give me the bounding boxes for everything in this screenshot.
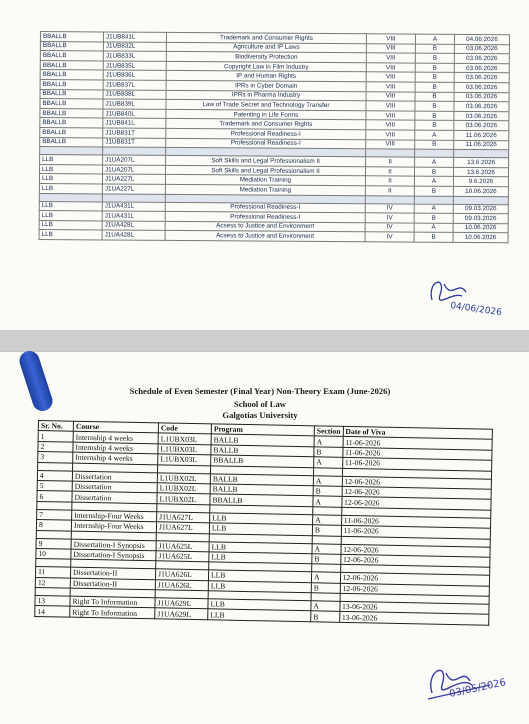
table-cell: 12-06-2026 [340, 554, 490, 567]
table-cell: B [415, 140, 454, 150]
table-cell: Acsess to Justice and Environment [165, 221, 365, 232]
table-cell: 6 [37, 491, 72, 502]
table-cell: J1UA627L [156, 522, 209, 533]
table-cell: Right To Information [70, 596, 155, 608]
table-cell: 10 [36, 548, 71, 559]
table-cell: J1UA227L [102, 174, 165, 184]
table-cell: 13.6.2026 [454, 158, 509, 168]
table-cell: J1UA207L [103, 155, 166, 165]
table-cell: BBALLB [40, 127, 103, 137]
table-cell: J1UA207L [103, 165, 166, 175]
table-cell: B [415, 92, 454, 102]
table-cell: 03.06.2026 [454, 63, 509, 73]
table-cell: II [366, 157, 415, 167]
table-cell: J1UB831T [103, 137, 166, 147]
table-cell: BBALLB [40, 32, 103, 42]
table-cell: Law of Trade Secret and Technology Transfer [166, 100, 366, 111]
table-cell: 09.03.2026 [453, 204, 508, 214]
table-cell: Code [158, 423, 211, 434]
table-cell: Internship 4 weeks [73, 442, 158, 454]
table-cell: B [415, 44, 454, 54]
table-cell: LLB [40, 155, 103, 165]
university-name: Galgotias University [222, 410, 298, 420]
table-cell: 11-06-2026 [341, 525, 491, 538]
table-cell: A [415, 34, 454, 44]
table-cell: VIII [366, 72, 415, 82]
table-cell: Mediation Training [165, 184, 365, 195]
table-cell: A [414, 176, 453, 186]
table-cell: B [415, 63, 454, 73]
table-cell: 12-06-2026 [341, 544, 491, 557]
table-cell: LLB [39, 220, 102, 230]
table-cell: 03.06.2026 [454, 73, 509, 83]
table-cell: Copyright Law in Film Industry [166, 61, 366, 72]
table-cell: B [415, 120, 454, 130]
table-cell: J1UA626L [155, 569, 208, 580]
table-cell: L1UBX02L [157, 483, 210, 494]
table-cell: Trademark and Consumer Rights [166, 32, 366, 43]
table-cell: A [311, 601, 340, 612]
table-cell: VIII [366, 101, 415, 111]
viva-table-1 [39, 31, 510, 243]
table-cell: LLB [39, 230, 102, 240]
table-cell: IV [365, 213, 414, 223]
table-cell: BALLB [210, 473, 313, 485]
table-cell: BBALLB [40, 60, 103, 70]
table-cell: 10.06.2026 [453, 223, 508, 233]
table-cell: Agriculture and IP Laws [166, 42, 366, 53]
table-cell: 09.03.2026 [453, 213, 508, 223]
table-cell: J1UB840L [103, 109, 166, 119]
table-cell: L1UBX03L [158, 444, 211, 455]
table-cell: A [415, 130, 454, 140]
table-cell: IPRs in Pharma Industry [166, 90, 366, 101]
table-cell: 13.6.2026 [453, 167, 508, 177]
table-cell: 03.06.2026 [454, 92, 509, 102]
table-cell: J1UB831T [103, 128, 166, 138]
table-cell: B [415, 111, 454, 121]
table-cell: 12-06-2026 [340, 583, 490, 596]
table-cell: B [313, 486, 342, 497]
table-cell: B [414, 232, 453, 242]
table-cell: 13-06-2026 [339, 612, 489, 625]
table-cell: LLB [39, 201, 102, 211]
table-cell: 12-06-2026 [340, 573, 490, 586]
school-name: School of Law [233, 399, 287, 409]
table-cell: Trademark and Consumer Rights [166, 119, 366, 130]
table-cell: IPRs in Cyber Domain [166, 80, 366, 91]
table-cell: IV [365, 203, 414, 213]
table-cell: LLB [39, 183, 102, 193]
table-cell: J1UB838L [103, 90, 166, 100]
table-cell: 13 [35, 596, 70, 607]
table-cell: BALLB [211, 434, 314, 446]
table-cell: VIII [366, 43, 415, 53]
table-cell: B [414, 213, 453, 223]
table-cell: Dissertation [72, 492, 157, 504]
table-cell: Biodiversity Protection [166, 52, 366, 63]
table-cell: 03.06.2026 [454, 102, 509, 112]
table-cell: LLB [209, 552, 312, 564]
table-cell: 03.06.2026 [454, 44, 509, 54]
table-cell: IV [365, 232, 414, 242]
table-cell: 11-06-2026 [343, 437, 493, 450]
table-cell: Mediation Training [165, 175, 365, 186]
table-cell: VIII [366, 130, 415, 140]
table-cell: B [311, 611, 340, 622]
table-cell: 10.06.2026 [453, 186, 508, 196]
table-cell: J1UA626L [155, 579, 208, 590]
table-cell: J1UB839L [103, 99, 166, 109]
table-cell: Soft Skills and Legal Professionalism II [165, 165, 365, 176]
table-cell: J1UA431L [102, 211, 165, 221]
table-cell: 04.06.2026 [454, 34, 509, 44]
table-cell: B [415, 72, 454, 82]
table-cell: J1UA428L [102, 230, 165, 240]
table-cell: 4 [37, 470, 72, 481]
table-cell: Dissertation [72, 481, 157, 493]
table-cell: VIII [366, 53, 415, 63]
table-cell: Sr. No. [38, 421, 73, 432]
table-cell: Patenting in Life Forms [166, 109, 366, 120]
table-cell: LLB [208, 580, 311, 592]
table-cell: A [314, 457, 343, 468]
signature-1 [422, 270, 502, 320]
signature-1-date: 04/06/2026 [449, 301, 502, 319]
table-cell: A [313, 475, 342, 486]
schedule-title: Schedule of Even Semester (Final Year) Non-Theory Exam (June-2026) [129, 386, 391, 396]
table-cell: Soft Skills and Legal Professionalism II [166, 156, 366, 167]
table-cell: J1UA428L [102, 221, 165, 231]
table-cell: B [415, 101, 454, 111]
table-cell: J1UB833L [103, 51, 166, 61]
table-cell: LLB [40, 164, 103, 174]
table-cell: 8 [36, 520, 71, 531]
table-cell: 12-06-2026 [342, 476, 492, 489]
table-cell: Section [314, 426, 343, 437]
table-cell: B [414, 167, 453, 177]
table-cell: 9.6.2026 [453, 177, 508, 187]
table-cell: L1UBX02L [157, 472, 210, 483]
table-cell: J1UB841L [103, 118, 166, 128]
table-cell: BBALLB [40, 51, 103, 61]
table-cell: J1UA431L [102, 201, 165, 211]
signature-2-date: 03/05/2026 [448, 677, 508, 700]
table-cell: J1UA227L [102, 184, 165, 194]
table-cell: Dissertation-II [70, 578, 155, 590]
table-cell: IV [365, 222, 414, 232]
table-cell: VIII [366, 82, 415, 92]
table-cell: 03.06.2026 [454, 54, 509, 64]
table-cell: BBALLB [40, 118, 103, 128]
table-cell: B [415, 53, 454, 63]
table-cell: B [312, 554, 341, 565]
signature-2 [420, 655, 520, 710]
table-cell: Professional Readiness-I [165, 202, 365, 213]
table-cell: 11.06.2026 [454, 130, 509, 140]
table-cell: BBALLB [40, 137, 103, 147]
table-cell: 12 [35, 577, 70, 588]
table-cell: B [415, 82, 454, 92]
table-cell: 7 [37, 509, 72, 520]
table-cell: Date of Viva [343, 426, 493, 439]
table-cell: BBALLB [40, 89, 103, 99]
table-cell: A [414, 204, 453, 214]
schedule-page-1 [0, 0, 529, 330]
table-cell: Internship 4 weeks [73, 432, 158, 444]
table-cell: A [311, 572, 340, 583]
table-cell: A [414, 223, 453, 233]
table-cell: Dissertation [72, 471, 157, 483]
table-cell: IP and Human Rights [166, 71, 366, 82]
table-cell: Acsess to Justice and Environment [165, 231, 365, 242]
table-cell: Professional Readiness-I [166, 128, 366, 139]
table-cell: 11-06-2026 [342, 458, 492, 471]
table-cell: Internship 4 weeks [73, 452, 158, 464]
table-cell: VIII [366, 63, 415, 73]
table-cell: BBALLB [210, 494, 313, 506]
table-cell: J1UA627L [157, 512, 210, 523]
table-cell: II [365, 186, 414, 196]
table-cell: LLB [209, 523, 312, 535]
table-cell: 03.06.2026 [454, 111, 509, 121]
table-cell: 3 [38, 452, 73, 463]
table-cell: 2 [38, 441, 73, 452]
table-cell: 11-06-2026 [341, 515, 491, 528]
table-cell: J1UA625L [156, 540, 209, 551]
table-cell: J1UB837L [103, 80, 166, 90]
table-cell: 1 [38, 431, 73, 442]
table-cell: Dissertation-II [70, 567, 155, 579]
table-cell: VIII [366, 34, 415, 44]
table-row [39, 230, 508, 243]
table-cell: 9 [36, 538, 71, 549]
table-cell: J1UB836L [103, 70, 166, 80]
table-cell: A [314, 436, 343, 447]
table-cell: BBALLB [40, 99, 103, 109]
table-cell: LLB [209, 541, 312, 553]
table-cell: B [414, 186, 453, 196]
table-cell: J1UA629L [155, 598, 208, 609]
table-cell: Course [73, 421, 158, 433]
table-cell: Internship-Four Weeks [71, 520, 156, 532]
table-cell: 10.06.2026 [453, 233, 508, 243]
table-cell: LLB [208, 599, 311, 611]
table-cell: Program [211, 424, 314, 436]
table-cell: L1UBX03L [158, 433, 211, 444]
table-cell: Dissertation-I Synopsis [71, 549, 156, 561]
table-cell: B [312, 525, 341, 536]
table-cell: Dissertation-I Synopsis [71, 539, 156, 551]
table-cell: VIII [366, 139, 415, 149]
table-cell: 12-06-2026 [342, 486, 492, 499]
table-cell: 14 [35, 606, 70, 617]
table-cell: Internship-Four Weeks [72, 510, 157, 522]
table-cell: II [365, 166, 414, 176]
table-cell: A [415, 157, 454, 167]
table-cell: 13-06-2026 [339, 601, 489, 614]
table-cell: 11-06-2026 [342, 447, 492, 460]
table-cell: J1UB841L [103, 32, 166, 42]
table-cell: LLB [39, 211, 102, 221]
table-cell: B [311, 582, 340, 593]
table-cell: BBALLB [211, 455, 314, 467]
table-cell: II [365, 176, 414, 186]
table-cell: BBALLB [40, 70, 103, 80]
table-cell: 11.06.2026 [454, 140, 509, 150]
table-cell: L1UBX03L [158, 454, 211, 465]
table-cell: VIII [366, 91, 415, 101]
table-cell: 12-06-2026 [342, 497, 492, 510]
table-cell: B [314, 447, 343, 458]
table-cell: A [313, 515, 342, 526]
table-cell: BBALLB [40, 108, 103, 118]
table-cell: LLB [208, 609, 311, 621]
table-cell: LLB [210, 513, 313, 525]
table-cell: 03.06.2026 [454, 121, 509, 131]
table-cell: VIII [366, 111, 415, 121]
table-cell: 5 [37, 480, 72, 491]
table-cell: 11 [35, 567, 70, 578]
table-cell: LLB [208, 570, 311, 582]
table-cell: J1UA629L [155, 608, 208, 619]
table-cell: LLB [39, 174, 102, 184]
table-cell: BBALLB [40, 79, 103, 89]
page-gap [0, 330, 529, 352]
table-cell: Right To Information [70, 607, 155, 619]
table-cell: A [313, 496, 342, 507]
table-cell: Professional Readiness-I [165, 211, 365, 222]
table-cell: J1UB832L [103, 42, 166, 52]
table-cell: BBALLB [40, 41, 103, 51]
table-cell: VIII [366, 120, 415, 130]
table-cell: J1UB835L [103, 61, 166, 71]
table-cell: BALLB [210, 484, 313, 496]
table-cell: BALLB [211, 445, 314, 457]
table-cell: A [312, 543, 341, 554]
viva-table-2 [34, 420, 493, 626]
table-cell: 03.06.2026 [454, 82, 509, 92]
table-cell: J1UA625L [156, 551, 209, 562]
table-cell: L1UBX02L [157, 493, 210, 504]
table-cell: Professional Readiness-I [166, 138, 366, 149]
